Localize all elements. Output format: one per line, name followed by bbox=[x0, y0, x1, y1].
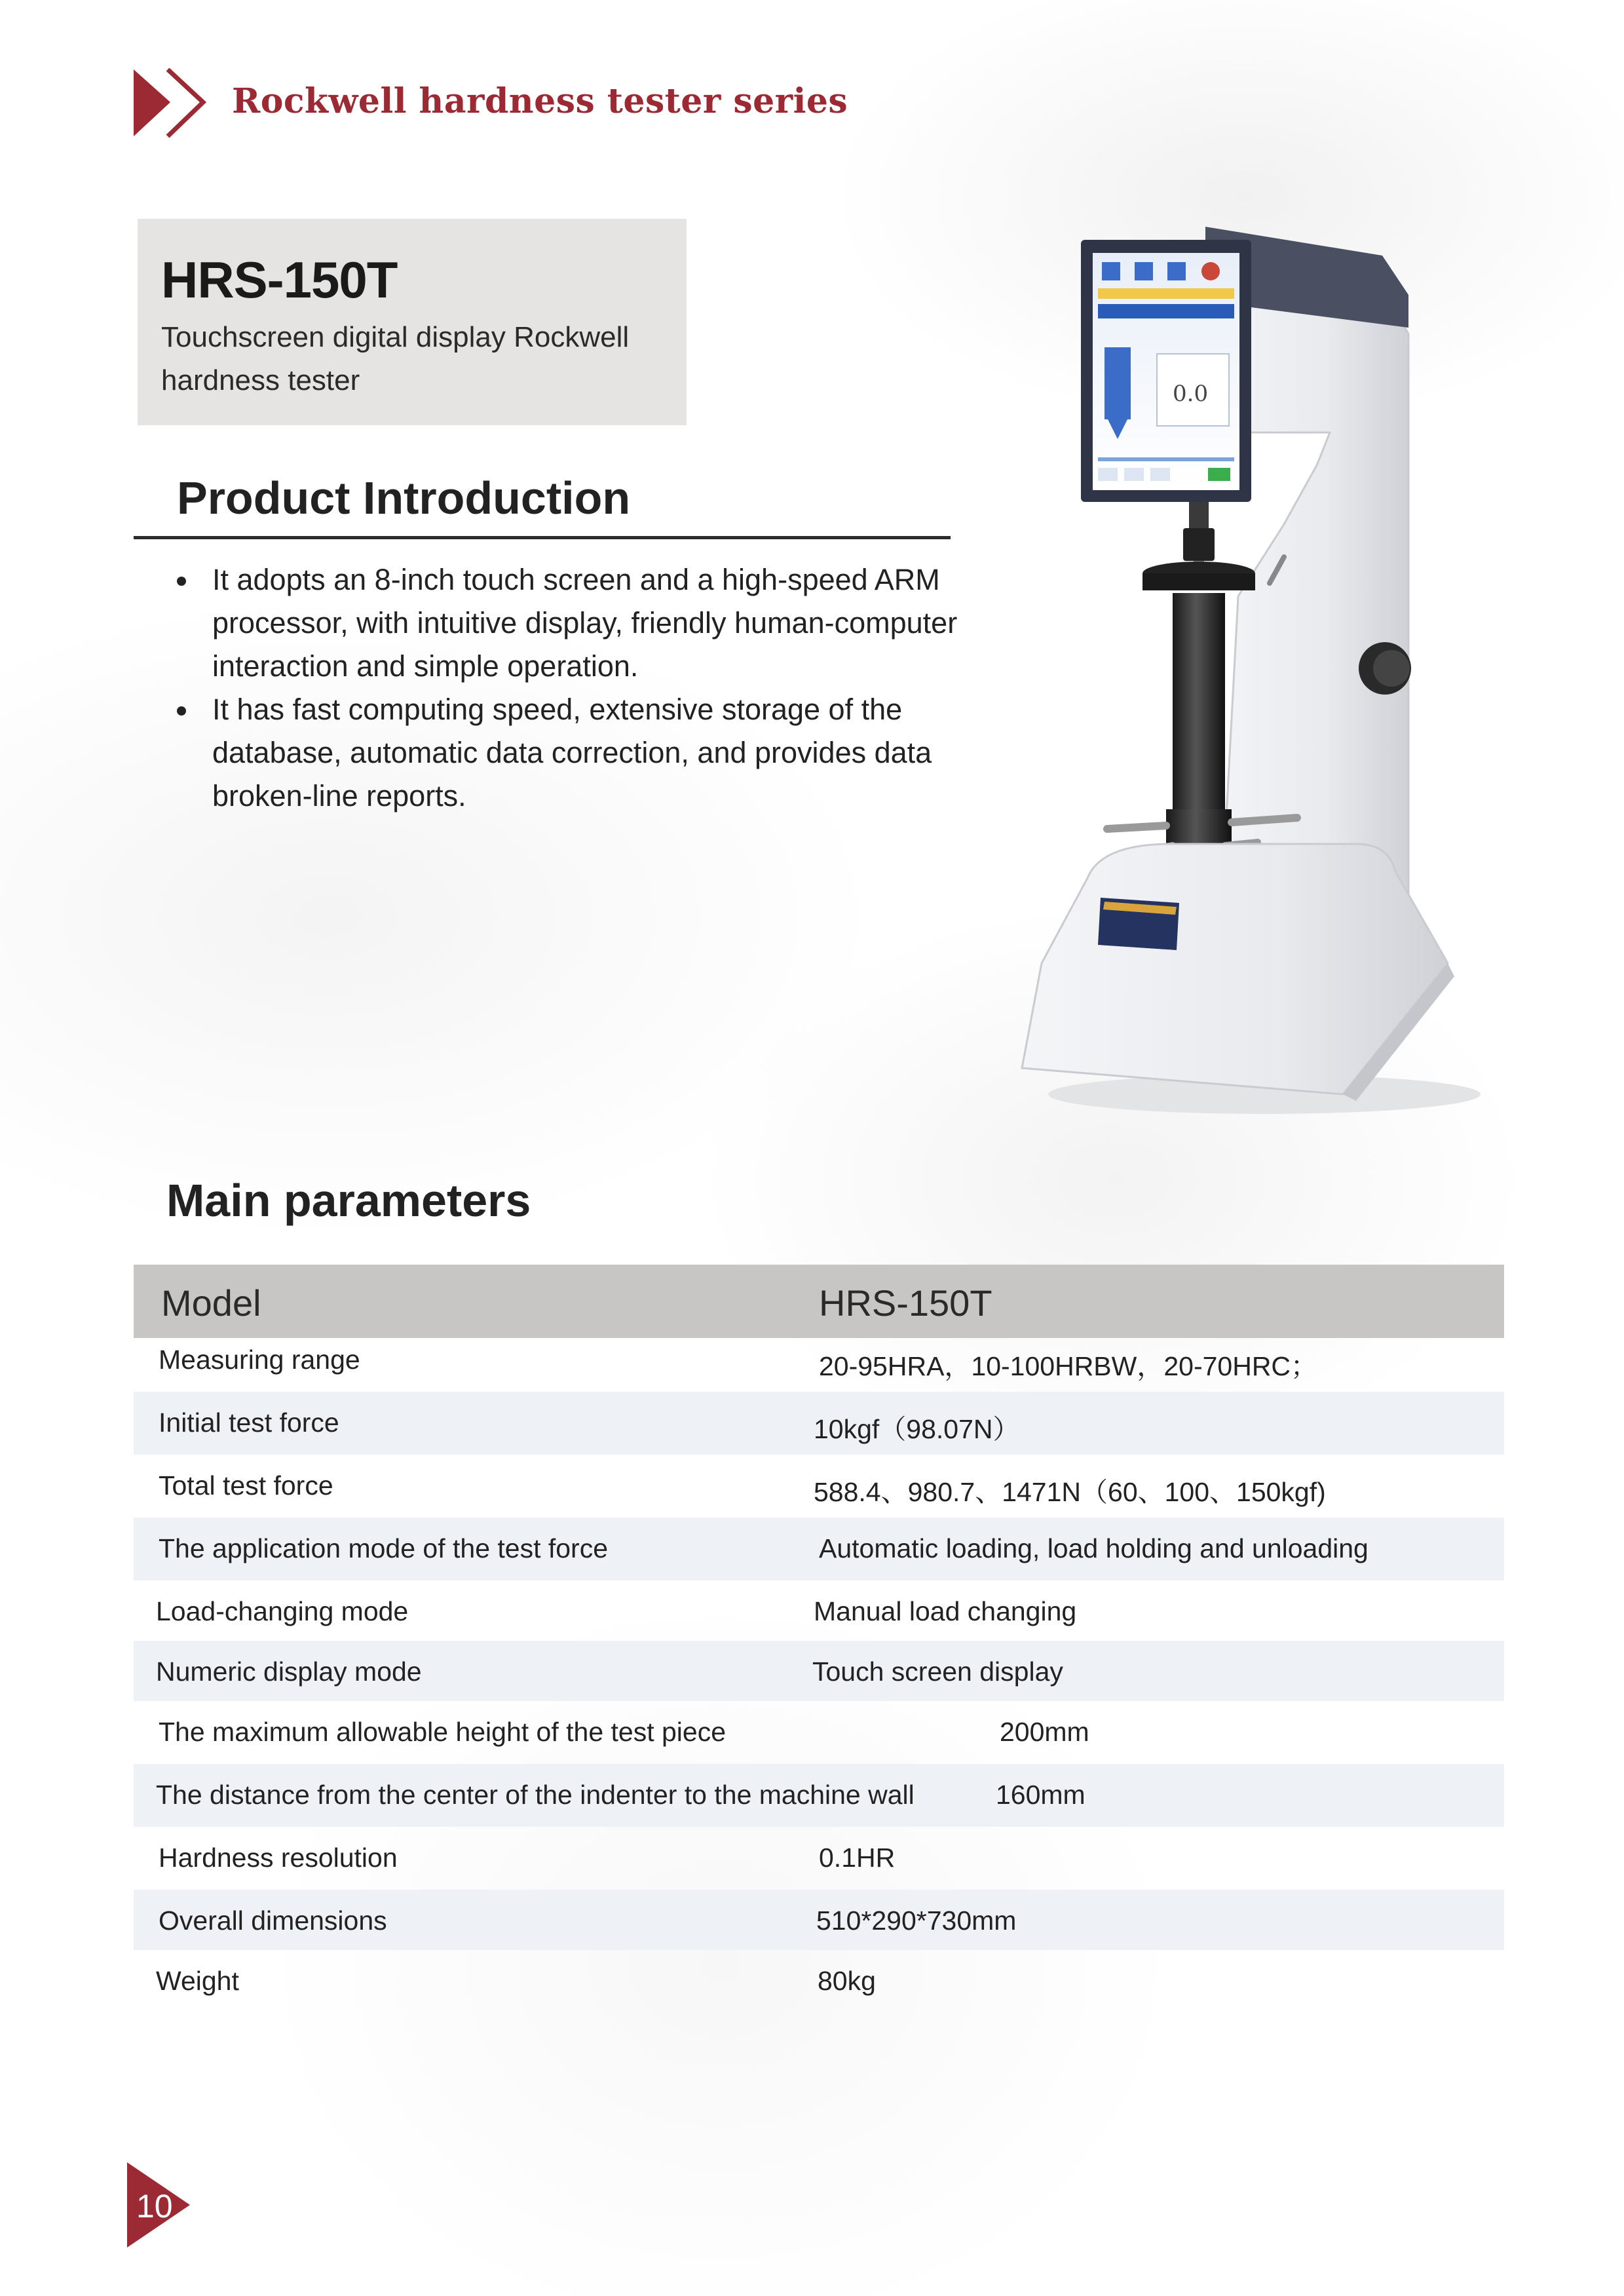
param-value: 0.1HR bbox=[819, 1843, 896, 1873]
model-description bbox=[161, 316, 672, 402]
param-value: 80kg bbox=[818, 1966, 876, 1996]
param-value: Manual load changing bbox=[814, 1596, 1077, 1626]
table-row bbox=[134, 1701, 1504, 1764]
params-title: Main parameters bbox=[166, 1175, 531, 1226]
param-value: 10kgf（98.07N） bbox=[814, 1414, 1020, 1444]
param-value: 588.4、980.7、1471N（60、100、150kgf) bbox=[814, 1477, 1326, 1507]
bullet-icon bbox=[177, 577, 186, 586]
param-value: 510*290*730mm bbox=[816, 1905, 1017, 1936]
param-label: Measuring range bbox=[159, 1345, 360, 1375]
page-number-badge bbox=[127, 2162, 193, 2248]
table-row bbox=[134, 1641, 1504, 1701]
model-name: HRS-150T bbox=[161, 251, 398, 309]
table-row bbox=[134, 1764, 1504, 1827]
table-header-cell: HRS-150T bbox=[819, 1282, 992, 1324]
table-header-cell: Model bbox=[161, 1282, 261, 1324]
param-label: The application mode of the test force bbox=[159, 1533, 609, 1563]
intro-list-item bbox=[172, 558, 958, 688]
param-value: 200mm bbox=[1000, 1717, 1089, 1747]
table-row bbox=[134, 1950, 1504, 2010]
intro-item-text: It adopts an 8-inch touch screen and a high-speed ARM processor, with intuitive display, friendly human-computer interaction and simple operation. bbox=[212, 563, 958, 683]
table-row bbox=[134, 1455, 1504, 1518]
parameters-table bbox=[134, 1265, 1504, 2010]
table-header-row bbox=[134, 1265, 1504, 1338]
table-row bbox=[134, 1580, 1504, 1641]
model-description-line: hardness tester bbox=[161, 364, 360, 396]
table-row bbox=[134, 1827, 1504, 1890]
param-value: Automatic loading, load holding and unloading bbox=[819, 1533, 1369, 1563]
series-chevron-logo-icon bbox=[130, 68, 208, 140]
param-label: Overall dimensions bbox=[159, 1905, 387, 1936]
param-label: Total test force bbox=[159, 1470, 333, 1501]
hardness-tester-machine-image bbox=[989, 216, 1487, 1134]
param-value: 20-95HRA，10-100HRBW，20-70HRC； bbox=[819, 1351, 1318, 1381]
screen-reading: 0.0 bbox=[1173, 381, 1209, 407]
intro-title: Product Introduction bbox=[177, 472, 631, 524]
param-value: 160mm bbox=[996, 1780, 1086, 1810]
table-row bbox=[134, 1338, 1504, 1392]
param-value: Touch screen display bbox=[812, 1656, 1063, 1687]
param-label: The distance from the center of the indenter to the machine wall bbox=[156, 1780, 915, 1810]
intro-list-item bbox=[172, 688, 958, 818]
param-label: Hardness resolution bbox=[159, 1843, 398, 1873]
bullet-icon bbox=[177, 706, 186, 716]
intro-divider bbox=[134, 536, 951, 539]
model-box bbox=[138, 219, 687, 425]
model-description-line: Touchscreen digital display Rockwell bbox=[161, 321, 630, 353]
param-label: The maximum allowable height of the test piece bbox=[159, 1717, 727, 1747]
intro-list bbox=[172, 558, 958, 818]
series-title: Rockwell hardness tester series bbox=[232, 81, 848, 121]
param-label: Initial test force bbox=[159, 1407, 339, 1438]
table-row bbox=[134, 1518, 1504, 1580]
param-label: Numeric display mode bbox=[156, 1656, 422, 1687]
intro-item-text: It has fast computing speed, extensive storage of the database, automatic data correction, and provides data broken-line reports. bbox=[212, 693, 932, 813]
table-row bbox=[134, 1890, 1504, 1950]
param-label: Load-changing mode bbox=[156, 1596, 409, 1626]
table-row bbox=[134, 1392, 1504, 1455]
param-label: Weight bbox=[156, 1966, 239, 1996]
page-number: 10 bbox=[136, 2188, 173, 2225]
